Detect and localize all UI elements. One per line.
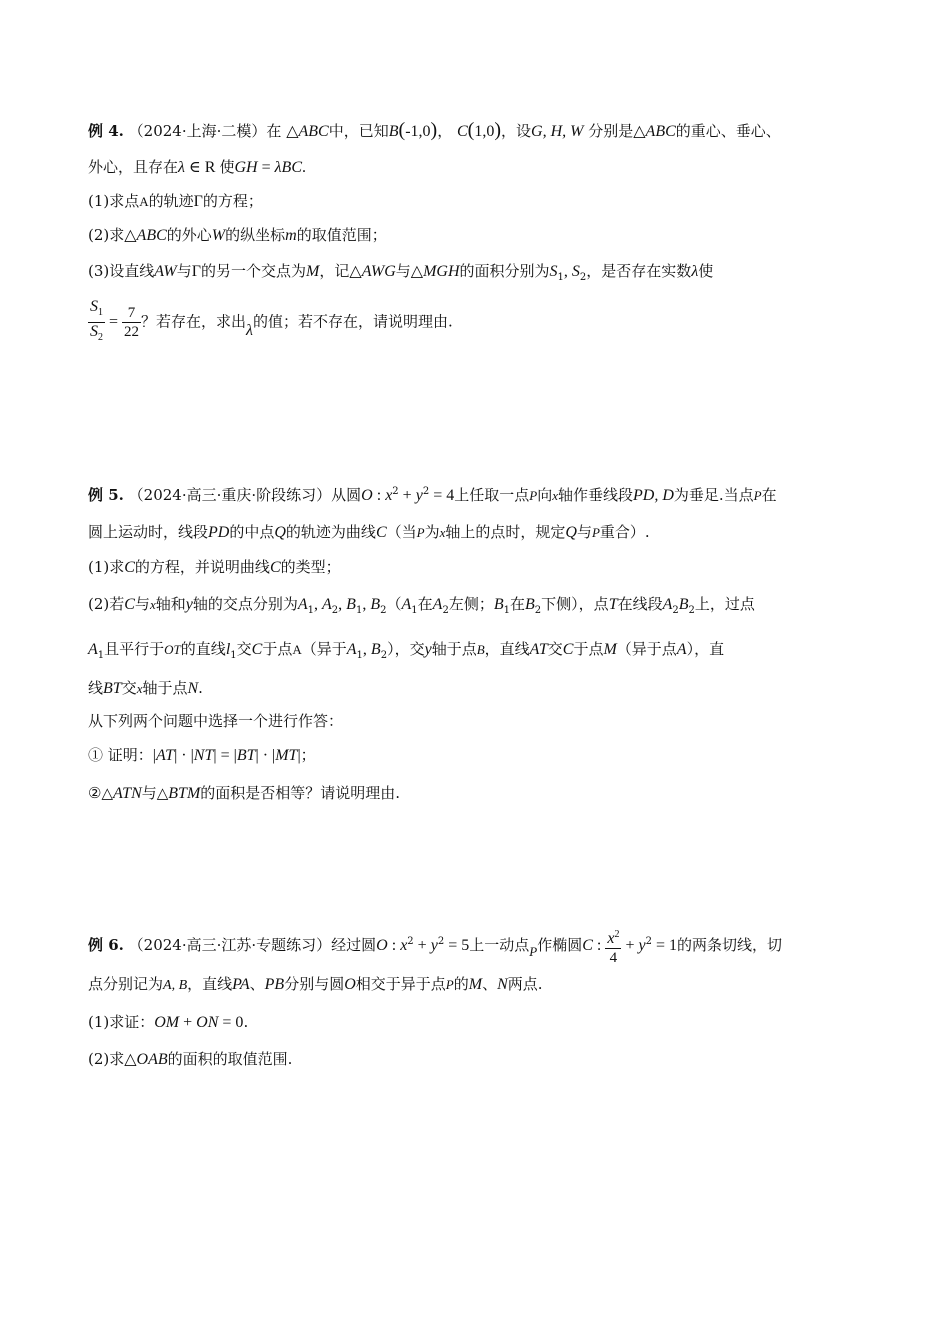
ex6-question-2: (2)求△OAB的面积的取值范围. bbox=[88, 1050, 293, 1068]
ex5-line-1: 例 5. （2024·高三·重庆·阶段练习）从圆O : $x^2 + y^2 = 4$上任取一点P向x轴作垂线段PD, D为垂足.当点P在 bbox=[88, 486, 777, 504]
example-4 bbox=[88, 120, 864, 342]
ex4-source: （2024·上海·二模） bbox=[128, 122, 267, 140]
ex6-question-1: (1)求证：OM + ON = 0. bbox=[88, 1013, 249, 1031]
ex5-question-2-line-3: 线BT交x轴于点N. bbox=[88, 679, 203, 697]
ex4-question-2: (2)求△ABC的外心W的纵坐标m的取值范围； bbox=[88, 226, 387, 244]
example-6 bbox=[88, 920, 864, 1070]
ex5-choice-1: ① 证明：|AT| · |NT| = |BT| · |MT|； bbox=[88, 746, 316, 764]
ex5-question-2-line-2: $A_1$且平行于OT的直线$l_1$交C于点A（异于$A_1$, $B_2$），交y轴于点B，直线AT交C于点M（异于点A），直 bbox=[88, 640, 725, 661]
ex5-question-1: (1)求C的方程，并说明曲线C的类型； bbox=[88, 558, 341, 576]
ex4-line-1: 例 4. （2024·上海·二模）在 △ABC中，已知B(-1,0)， C(1,0)，设G, H, W 分别是△ABC的重心、垂心、 bbox=[88, 119, 781, 141]
example-5 bbox=[88, 482, 864, 804]
ex5-question-2: (2)若C与x轴和y轴的交点分别为$A_1$, $A_2$, $B_1$, $B_2(A_1$在$A_2$左侧；$B_1$在$B_2$下侧），点T在线段$A_2B_2$上，过点 bbox=[88, 595, 755, 616]
ex6-source: （2024·高三·江苏·专题练习） bbox=[128, 936, 332, 954]
ex5-choice-2: ②△ATN与△BTM的面积是否相等？请说明理由. bbox=[88, 784, 401, 802]
ex4-line-2: 外心，且存在λ ∈ R 使GH = λBC. bbox=[88, 158, 306, 176]
ex5-source: （2024·高三·重庆·阶段练习） bbox=[128, 486, 332, 504]
ex6-label: 例 6. bbox=[88, 936, 124, 954]
ex6-line-2: 点分别记为A, B，直线PA、PB分别与圆O相交于异于点P的M、N两点. bbox=[88, 975, 543, 993]
ex5-choose: 从下列两个问题中选择一个进行作答： bbox=[88, 712, 344, 730]
ex4-question-1: (1)求点A的轨迹Γ的方程； bbox=[88, 192, 263, 210]
ex6-line-1: 例 6. （2024·高三·江苏·专题练习）经过圆O : $x^2 + y^2 = 5$上一动点P作椭圆C : $\frac{x^2}{4}$ + $y^2 = 1$的两条切线，切 bbox=[88, 920, 864, 964]
ex4-question-3: (3)设直线AW与Γ的另一个交点为M，记△AWG与△MGH的面积分别为$S_1$, $S_2$，是否存在实数λ使 bbox=[88, 262, 714, 283]
ex4-label: 例 4. bbox=[88, 122, 124, 140]
ex5-line-2: 圆上运动时，线段PD的中点Q的轨迹为曲线C（当P为x轴上的点时，规定Q与P重合）. bbox=[88, 523, 650, 541]
ex4-question-3-cont: $\frac{S_1}{S_2}$ = $\frac{7}{22}$ ？若存在，求出λ的值；若不存在，请说明理由. bbox=[90, 298, 453, 343]
ex5-label: 例 5. bbox=[88, 486, 124, 504]
